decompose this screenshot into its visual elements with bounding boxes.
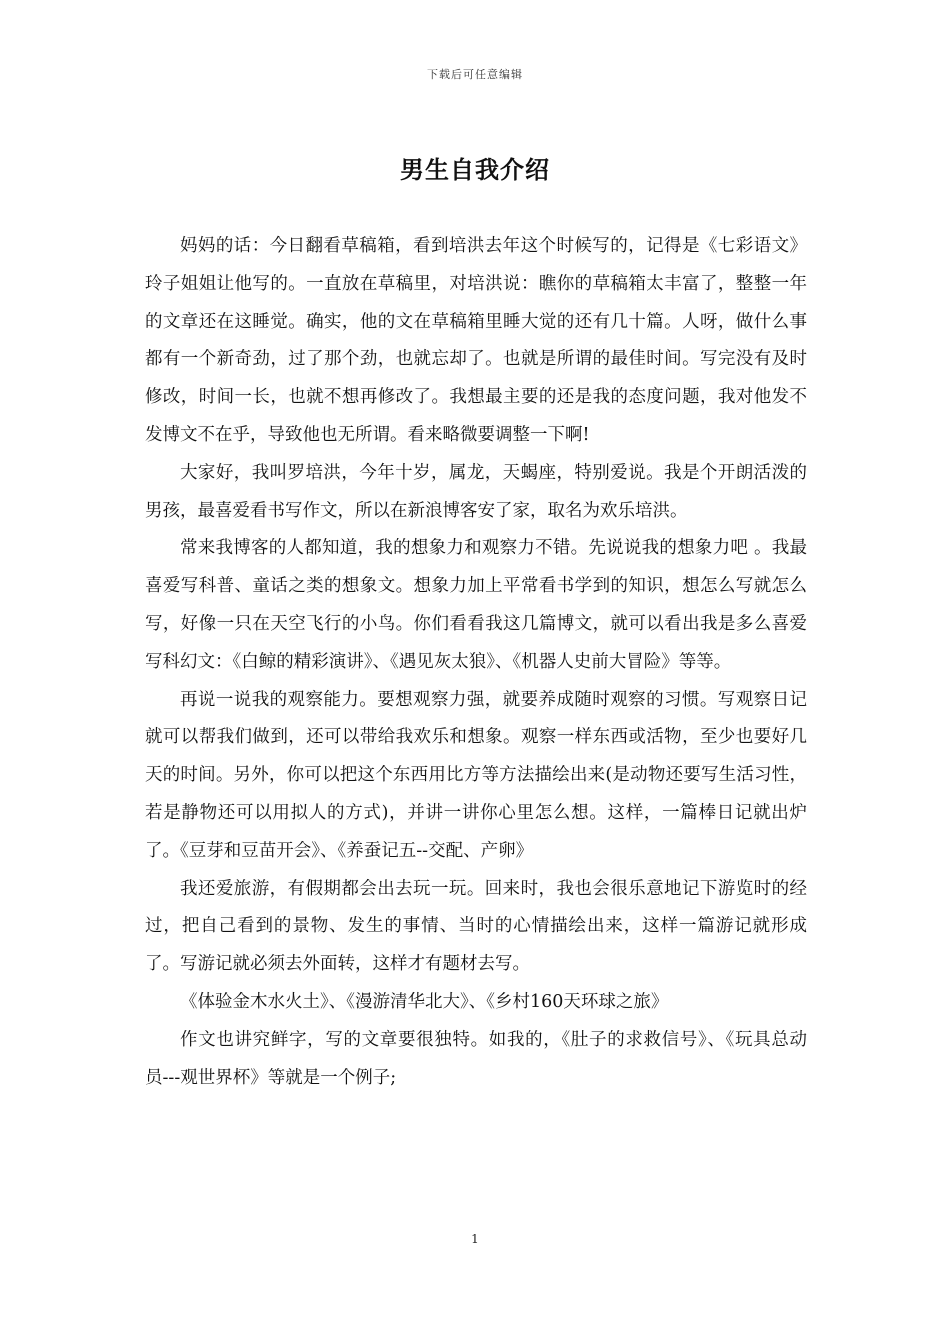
paragraph-mom-note: 妈妈的话：今日翻看草稿箱，看到培洪去年这个时候写的，记得是《七彩语文》玲子姐姐让他写的。一直放在草稿里，对培洪说：瞧你的草稿箱太丰富了，整整一年的文章还在这睡觉。确实，他的文在草稿箱里睡大觉的还有几十篇。人呀，做什么事都有一个新奇劲，过了那个劲，也就忘却了。也就是所谓的最佳时间。写完没有及时修改，时间一长，也就不想再修改了。我想最主要的还是我的态度问题，我对他发不发博文不在乎，导致他也无所谓。看来略微要调整一下啊! (145, 236, 807, 445)
document-body (145, 228, 807, 1097)
page-number: 1 (471, 1232, 479, 1246)
page-header-note: 下载后可任意编辑 (427, 68, 523, 81)
paragraph-self-intro: 大家好，我叫罗培洪，今年十岁，属龙，天蝎座，特别爱说。我是个开朗活泼的男孩，最喜爱看书写作文，所以在新浪博客安了家，取名为欢乐培洪。 (145, 462, 807, 521)
paragraph-unique-writing: 作文也讲究鲜字，写的文章要很独特。如我的，《肚子的求救信号》、《玩具总动员---观世界杯》等就是一个例子; (145, 1029, 807, 1088)
document-title: 男生自我介绍 (400, 156, 550, 184)
paragraph-imagination: 常来我博客的人都知道，我的想象力和观察力不错。先说说我的想象力吧 。我最喜爱写科普、童话之类的想象文。想象力加上平常看书学到的知识，想怎么写就怎么写，好像一只在天空飞行的小鸟。你们看看我这几篇博文，就可以看出我是多么喜爱写科幻文：《白鲸的精彩演讲》、《遇见灰太狼》、《机器人史前大冒险》等等。 (145, 538, 807, 672)
paragraph-observation: 再说一说我的观察能力。要想观察力强，就要养成随时观察的习惯。写观察日记就可以帮我们做到，还可以带给我欢乐和想象。观察一样东西或活物，至少也要好几天的时间。另外，你可以把这个东西用比方等方法描绘出来(是动物还要写生活习性，若是静物还可以用拟人的方式)，并讲一讲你心里怎么想。这样，一篇棒日记就出炉了。《豆芽和豆苗开会》、《养蚕记五--交配、产卵》 (145, 689, 807, 861)
paragraph-travel-titles: 《体验金木水火土》、《漫游清华北大》、《乡村160天环球之旅》 (180, 991, 669, 1012)
paragraph-travel: 我还爱旅游，有假期都会出去玩一玩。回来时，我也会很乐意地记下游览时的经过，把自己看到的景物、发生的事情、当时的心情描绘出来，这样一篇游记就形成了。写游记就必须去外面转，这样才有题材去写。 (145, 878, 807, 975)
